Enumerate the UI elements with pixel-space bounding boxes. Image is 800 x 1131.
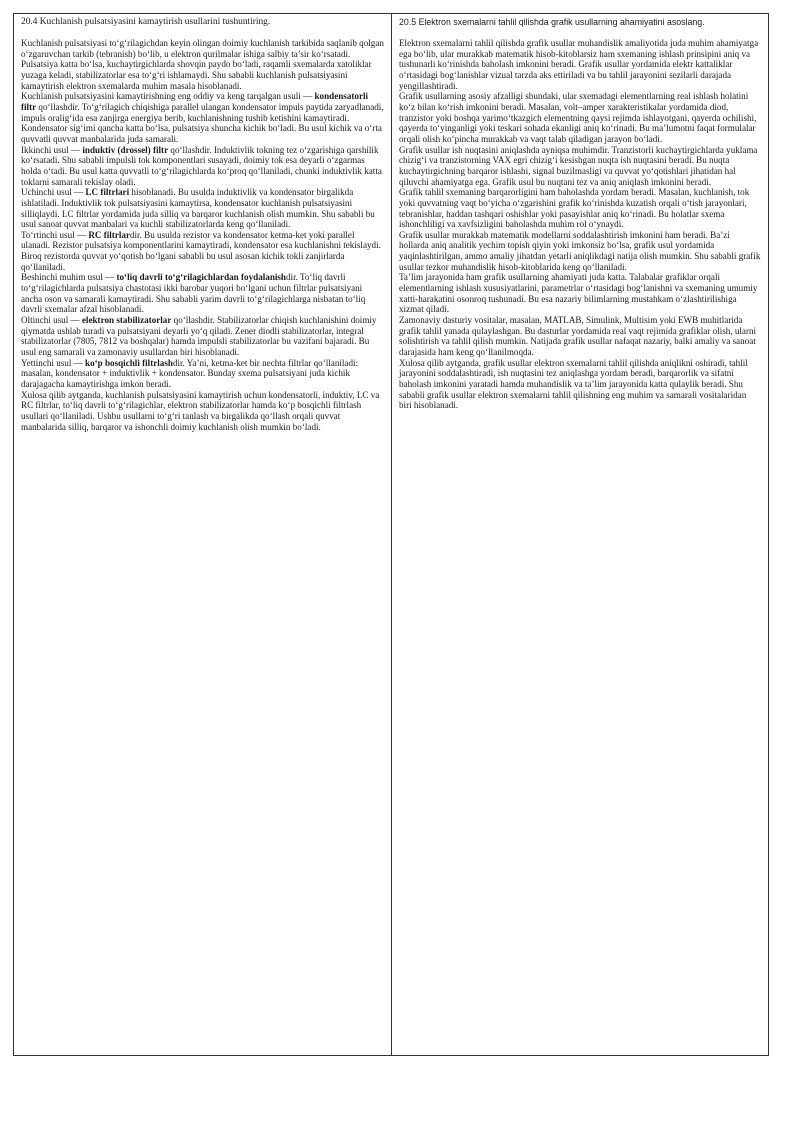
paragraph: Oltinchi usul — elektron stabilizatorlar qo‘llashdir. Stabilizatorlar chiqish kuchlanishini doimiy qiymatda ushlab turadi va pulsatsiyani deyarli yo‘q qiladi. Zener diodli stabilizatorlar, integral stabilizatorlar (7805, 7812 va boshqalar) hamda impulsli stabilizatorlar bu vazifani bajaradi. Bu usul eng samarali va zamonaviy usullardan biri hisoblanadi. — [21, 315, 377, 358]
bold-term: RC filtrlar — [88, 229, 130, 240]
question-title-right: 20.5 Elektron sxemalarni tahlil qilishda grafik usullarning ahamiyatini asoslang. — [399, 17, 705, 27]
paragraph: Ikkinchi usul — induktiv (drossel) filtr qo‘llashdir. Induktivlik tokning tez o‘zgarishiga qarshilik ko‘rsatadi. Shu sababli impulsli tok komponentlari susayadi, doimiy tok esa deyarli o‘zgarmas holda o‘tadi. Bu usul katta quvvatli to‘g‘rilagichlarda ko‘proq qo‘llaniladi, chunki induktivlik katta toklarni samarali tekislay oladi. — [21, 144, 382, 187]
paragraph: Uchinchi usul — LC filtrlari hisoblanadi. Bu usulda induktivlik va kondensator birgalikda ishlatiladi. Induktivlik tok pulsatsiyasini kamaytirsa, kondensator kuchlanish pulsatsiyasini silliqlaydi. LC filtrlar yordamida juda silliq va barqaror kuchlanish olish mumkin. Shu sababli bu usul sanoat quvvat manbalari va kuchli stabilizatorlarda keng qo‘llaniladi. — [21, 187, 375, 230]
bold-term: to‘liq davrli to‘g‘rilagichlardan foydalanish — [116, 272, 286, 283]
right-column — [391, 14, 768, 1055]
bold-term: elektron stabilizatorlar — [81, 315, 172, 326]
bold-term: ko‘p bosqichli filtrlash — [85, 357, 173, 368]
question-title-left: 20.4 Kuchlanish pulsatsiyasini kamaytirish usullarini tushuntiring. — [21, 17, 271, 27]
paragraph: Kuchlanish pulsatsiyasini kamaytirishning eng oddiy va keng tarqalgan usuli — kondensatorli filtr qo‘llashdir. To‘g‘rilagich chiqishiga parallel ulangan kondensator impuls paytida zaryadlanadi, impuls oralig‘ida esa zanjirga energiya berib, kuchlanishning tushib ketishini kamaytiradi. Kondensator sig‘imi qancha katta bo‘lsa, pulsatsiya shuncha kichik bo‘ladi. Bu usul kichik va o‘rta quvvatli quvvat manbalarida juda samarali. — [21, 91, 384, 144]
paragraph: To‘rtinchi usul — RC filtrlardir. Bu usulda rezistor va kondensator ketma-ket yoki parallel ulanadi. Rezistor pulsatsiya komponentlarini kamaytiradi, kondensator esa kuchlanishni tekislaydi. Biroq rezistorda quvvat yo‘qotish bo‘lgani sababli bu usul asosan kichik tokli zanjirlarda qo‘llaniladi. — [21, 229, 381, 272]
paragraph: Yettinchi usul — ko‘p bosqichli filtrlashdir. Ya’ni, ketma-ket bir nechta filtrlar qo‘llaniladi: masalan, kondensator + induktivlik + kondensator. Bunday sxema pulsatsiyani juda kichik darajagacha kamaytirishga imkon beradi. — [21, 357, 359, 389]
bold-term: kondensatorli filtr — [21, 91, 369, 112]
paragraph: Grafik usullarning asosiy afzalligi shundaki, ular sxemadagi elementlarning real ishlash holatini ko‘z bilan ko‘rish imkonini beradi. Masalan, volt–amper xarakteristikalar yordamida diod, tranzistor yoki boshqa yarimo‘tkazgich elementning qaysi rejimda ishlayotgani, qayerda ochilishi, qayerda to‘yinganligi yoki teskari sohada ekanligi aniq ko‘rinadi. Bu ma’lumotni faqat formulalar orqali olish ko‘pincha murakkab va vaqt talab qiladigan jarayon bo‘ladi. — [399, 91, 757, 144]
paragraph: Elektron sxemalarni tahlil qilishda grafik usullar muhandislik amaliyotida juda muhim ahamiyatga ega bo‘lib, ular murakkab matematik hisob-kitoblarsiz ham sxemaning ishlash prinsipini aniq va tushunarli ko‘rinishda baholash imkonini beradi. Grafik usullar yordamida elektr kattaliklar o‘rtasidagi bog‘lanishlar vizual tarzda aks ettiriladi va bu tahlil jarayonini sezilarli darajada yengillashtiradi. — [399, 38, 759, 91]
paragraph: Grafik usullar murakkab matematik modellarni soddalashtirish imkonini ham beradi. Ba’zi hollarda aniq analitik yechim topish qiyin yoki imkonsiz bo‘lsa, grafik usul yordamida yaqinlashtirilgan, ammo amaliy jihatdan yetarli aniqlikdagi natija olish mumkin. Shu sababli grafik usullar tezkor muhandislik hisob-kitoblarida keng qo‘llaniladi. — [399, 229, 761, 272]
bold-term: induktiv (drossel) filtr — [82, 144, 169, 155]
paragraph: Xulosa qilib aytganda, grafik usullar elektron sxemalarni tahlil qilishda aniqlikni oshiradi, tahlil jarayonini soddalashtiradi, ish nuqtasini tez aniqlashga yordam beradi, barqarorlik va sifatni baholash imkonini yaratadi hamda muhandislik va ta’lim jarayonida katta qulaylik beradi. Shu sababli grafik usullar elektron sxemalarni tahlil qilishning eng muhim va samarali vositalaridan biri hisoblanadi. — [399, 357, 748, 411]
paragraph: Zamonaviy dasturiy vositalar, masalan, MATLAB, Simulink, Multisim yoki EWB muhitlarida grafik tahlil yanada qulaylashgan. Bu dasturlar yordamida real vaqt rejimida grafiklar olish, ularni solishtirish va tahlil qilish mumkin. Natijada grafik usullar nafaqat nazariy, balki amaliy va sanoat darajasida ham keng qo‘llanilmoqda. — [399, 315, 757, 358]
bold-term: LC filtrlari — [85, 187, 130, 198]
paragraph: Xulosa qilib aytganda, kuchlanish pulsatsiyasini kamaytirish uchun kondensatorli, induktiv, LC va RC filtrlar, to‘liq davrli to‘g‘rilagichlar, elektron stabilizatorlar hamda ko‘p bosqichli filtrlash usullari qo‘llaniladi. Ushbu usullarni to‘g‘ri tanlash va birgalikda qo‘llash orqali quvvat manbalarida silliq, barqaror va ishonchli doimiy kuchlanish olish mumkin bo‘ladi. — [21, 389, 380, 432]
document-sheet — [13, 13, 769, 1056]
paragraph: Ta’lim jarayonida ham grafik usullarning ahamiyati juda katta. Talabalar grafiklar orqali elementlarning ishlash xususiyatlarini, parametrlar o‘rtasidagi bog‘lanishni va sxemaning umumiy xatti-harakatini osonroq tushunadi. Bu esa nazariy bilimlarning mustahkam o‘zlashtirilishiga xizmat qiladi. — [399, 272, 758, 315]
paragraph: Kuchlanish pulsatsiyasi to‘g‘rilagichdan keyin olingan doimiy kuchlanish tarkibida saqlanib qolgan o‘zgaruvchan tarkib (tebranish) bo‘lib, u elektron qurilmalar ishiga salbiy ta’sir ko‘rsatadi. Pulsatsiya katta bo‘lsa, kuchaytirgichlarda shovqin paydo bo‘ladi, raqamli sxemalarda xatoliklar yuzaga keladi, stabilizatorlar esa to‘g‘ri ishlamaydi. Shu sababli kuchlanish pulsatsiyasini kamaytirish elektron sxemalarda muhim masala hisoblanadi. — [21, 38, 384, 91]
paragraph: Grafik usullar ish nuqtasini aniqlashda ayniqsa muhimdir. Tranzistorli kuchaytirgichlarda yuklama chizig‘i va tranzistorning VAX egri chizig‘i kesishgan nuqta ish nuqtasini beradi. Bu nuqta kuchaytirgichning barqaror ishlashi, signal buzilmasligi va quvvat yo‘qotishlari jihatidan hal qiluvchi ahamiyatga ega. Grafik usul bu nuqtani tez va aniq aniqlash imkonini beradi. — [399, 144, 758, 187]
paragraph: Grafik tahlil sxemaning barqarorligini ham baholashda yordam beradi. Masalan, kuchlanish, tok yoki quvvatning vaqt bo‘yicha o‘zgarishini grafik ko‘rinishda kuzatish orqali o‘tish jarayonlari, tebranishlar, haddan tashqari oshishlar yoki pasayishlar aniq ko‘rinadi. Bu holatlar sxema ishonchliligi va xavfsizligini baholashda muhim rol o‘ynaydi. — [399, 187, 750, 230]
paragraph: Beshinchi muhim usul — to‘liq davrli to‘g‘rilagichlardan foydalanishdir. To‘liq davrli to‘g‘rilagichlarda pulsatsiya chastotasi ikki barobar yuqori bo‘lgani uchun filtrlar pulsatsiyani ancha oson va samarali kamaytiradi. Shu sababli yarim davrli to‘g‘rilagichlarga nisbatan to‘liq davrli sxemalar afzal hisoblanadi. — [21, 272, 366, 315]
left-column — [14, 14, 391, 1055]
